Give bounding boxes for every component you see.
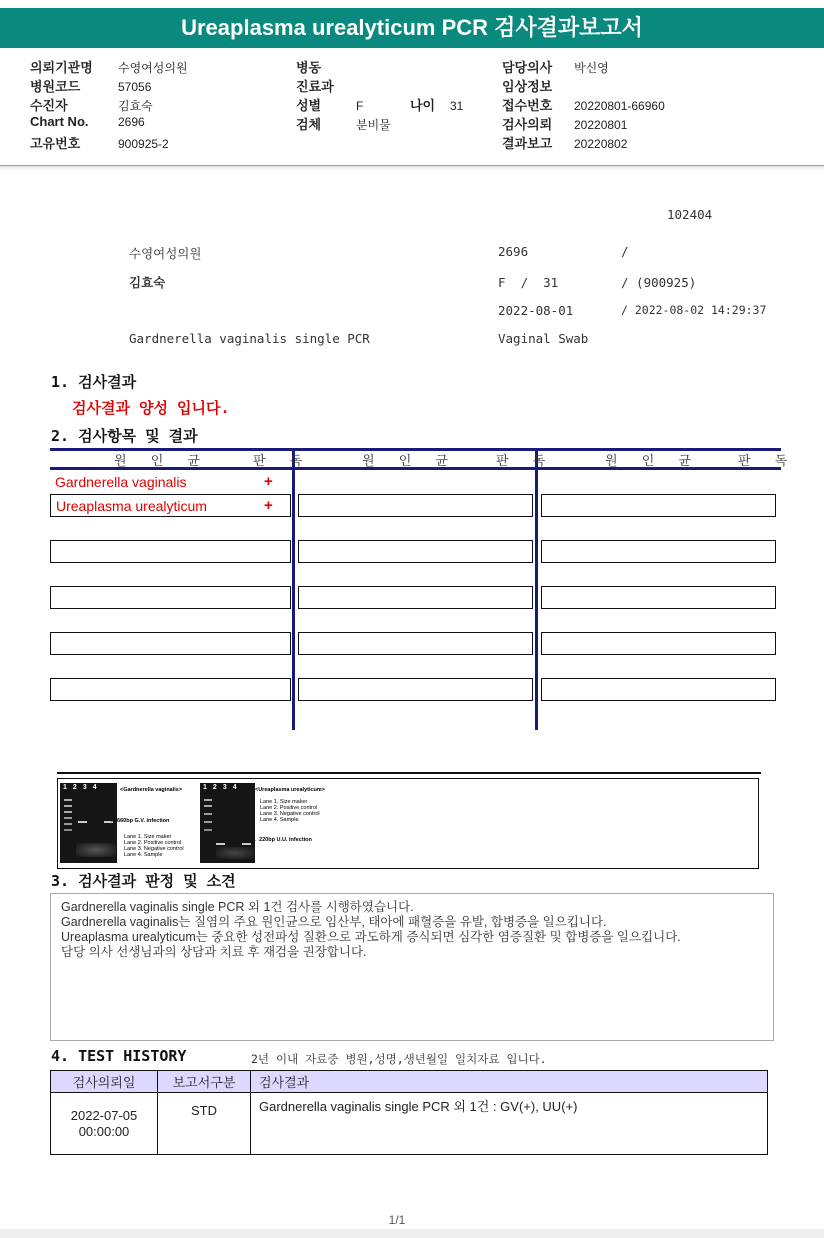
doctor-value: 박신영	[574, 61, 609, 75]
doctor-label: 담당의사	[502, 60, 553, 75]
page-bottom-bar	[0, 1229, 824, 1238]
comment-line: Gardnerella vaginalis는 질염의 주요 원인균으로 임산부, 태아에 패혈증을 유발, 합병증을 일으킵니다.	[61, 915, 607, 929]
clinical-info-label: 임상정보	[502, 79, 553, 94]
hospital-label: 의뢰기관명	[30, 60, 93, 75]
info-specimen: Vaginal Swab	[498, 331, 589, 346]
gv-lane-1: 1	[63, 784, 73, 791]
col-header-pathogen-1: 원 인 균	[114, 454, 210, 469]
empty-result-box	[298, 540, 533, 563]
history-col-result: 검사결과	[251, 1071, 768, 1093]
patient-value: 김효숙	[118, 99, 153, 113]
history-date: 2022-07-05	[70, 1107, 138, 1123]
results-table-divider-1	[292, 448, 295, 730]
gv-legend-line: Lane 4. Sample	[124, 852, 163, 858]
empty-result-box	[50, 678, 291, 701]
gv-lane-4: 4	[92, 784, 103, 791]
history-date-cell	[51, 1093, 158, 1155]
gv-lane-3: 3	[82, 784, 93, 791]
request-date-label: 검사의뢰	[502, 117, 553, 132]
history-col-type: 보고서구분	[158, 1071, 251, 1093]
report-date-value: 20220802	[574, 137, 628, 151]
uu-legend-line: Lane 1. Size maker	[260, 799, 308, 805]
report-title: Ureaplasma urealyticum PCR 검사결과보고서	[0, 8, 824, 48]
info-birth: / (900925)	[621, 275, 697, 290]
results-table-divider-2	[535, 448, 538, 730]
page-number: 1/1	[388, 1213, 406, 1227]
department-label: 진료과	[296, 79, 334, 94]
result-item-1-result: +	[264, 473, 273, 490]
unique-no-value: 900925-2	[118, 137, 169, 151]
history-table	[50, 1070, 768, 1155]
uu-gel-title: <Ureaplasma urealyticum>	[255, 787, 326, 793]
comment-text	[61, 900, 766, 960]
hospital-value: 수영여성의원	[118, 61, 188, 75]
uu-legend-line: Lane 2. Positive control	[260, 805, 318, 811]
info-sex-age: F / 31	[498, 275, 559, 290]
header-col1	[30, 57, 188, 152]
receipt-no-label: 접수번호	[502, 98, 553, 113]
empty-result-box	[50, 586, 291, 609]
gv-legend	[124, 834, 184, 858]
history-col-date: 검사의뢰일	[51, 1071, 158, 1093]
section1-heading: 1. 검사결과	[51, 373, 137, 391]
report-code: 102404	[667, 207, 713, 222]
result-item-2-result: +	[264, 497, 273, 514]
uu-band-label: ← 220bp U.U. infection	[252, 837, 312, 843]
col-header-reading-2: 판 독	[496, 454, 556, 469]
header-col2	[296, 57, 463, 133]
comment-line: Ureaplasma urealyticum는 중요한 성전파성 질환으로 과도하게 증식되면 심각한 염증질환 및 합병증을 일으킵니다.	[61, 930, 681, 944]
gv-legend-line: Lane 2. Positive control	[124, 840, 182, 846]
sex-value: F	[356, 99, 364, 113]
section2-heading: 2. 검사항목 및 결과	[51, 427, 198, 445]
result-item-2-name: Ureaplasma urealyticum	[56, 498, 207, 514]
request-date-value: 20220801	[574, 118, 628, 132]
info-hospital: 수영여성의원	[129, 246, 202, 261]
history-note: 2년 이내 자료중 병원,성명,생년월일 일치자료 입니다.	[251, 1052, 547, 1066]
gv-legend-line: Lane 1. Size maker	[124, 834, 172, 840]
empty-result-box	[298, 632, 533, 655]
gel-divider-line	[57, 772, 761, 774]
chart-no-label: Chart No.	[30, 114, 89, 129]
empty-result-box	[50, 632, 291, 655]
uu-legend	[260, 799, 320, 823]
gv-gel-title: <Gardnerella vaginalis>	[120, 787, 183, 793]
header-col3	[502, 57, 665, 152]
empty-result-box	[541, 540, 776, 563]
info-test-name: Gardnerella vaginalis single PCR	[129, 331, 370, 346]
col-header-pathogen-2: 원 인 균	[362, 454, 458, 469]
result-item-1-name: Gardnerella vaginalis	[55, 474, 187, 490]
empty-result-box	[298, 586, 533, 609]
history-result: Gardnerella vaginalis single PCR 외 1건 : GV(+), UU(+)	[251, 1093, 768, 1155]
history-type: STD	[158, 1093, 251, 1155]
uu-gel-image	[200, 783, 255, 863]
hospital-code-label: 병원코드	[30, 79, 81, 94]
gel-panel	[57, 778, 759, 869]
patient-label: 수진자	[30, 98, 68, 113]
history-header-row	[51, 1071, 768, 1093]
uu-lane-1: 1	[203, 784, 213, 791]
empty-result-box	[298, 494, 533, 517]
section3-heading: 3. 검사결과 판정 및 소견	[51, 872, 236, 890]
uu-legend-line: Lane 4. Sample	[260, 817, 299, 823]
unique-no-label: 고유번호	[30, 136, 81, 151]
section1-result: 검사결과 양성 입니다.	[72, 399, 230, 417]
gv-band-label: ← 660bp G.V. infection	[110, 818, 170, 824]
empty-result-box	[541, 678, 776, 701]
empty-result-box	[298, 678, 533, 701]
history-time: 00:00:00	[78, 1123, 130, 1139]
history-row	[51, 1093, 768, 1155]
gv-legend-line: Lane 3. Negative control	[124, 846, 184, 852]
header-shadow	[0, 166, 824, 171]
col-header-reading-1: 판 독	[253, 454, 313, 469]
info-report-datetime: / 2022-08-02 14:29:37	[621, 303, 767, 317]
col-header-reading-3: 판 독	[738, 454, 798, 469]
ward-label: 병동	[296, 60, 322, 75]
age-label: 나이	[410, 98, 436, 113]
comment-line: Gardnerella vaginalis single PCR 외 1건 검사를 시행하였습니다.	[61, 900, 414, 914]
specimen-label: 검체	[296, 117, 322, 132]
uu-band-text: 220bp U.U. infection	[259, 837, 312, 843]
uu-lane-2: 2	[212, 784, 223, 791]
specimen-value: 분비물	[356, 118, 391, 132]
empty-result-box	[50, 540, 291, 563]
report-date-label: 결과보고	[502, 136, 553, 151]
info-patient: 김효숙	[129, 275, 166, 290]
empty-result-box	[541, 494, 776, 517]
receipt-no-value: 20220801-66960	[574, 99, 665, 113]
empty-result-box	[541, 632, 776, 655]
sex-label: 성별	[296, 98, 322, 113]
uu-lane-3: 3	[222, 784, 233, 791]
hospital-code-value: 57056	[118, 80, 152, 94]
uu-lane-4: 4	[232, 784, 243, 791]
age-value: 31	[450, 99, 464, 113]
chart-no-value: 2696	[118, 115, 145, 129]
uu-legend-line: Lane 3. Negative control	[260, 811, 320, 817]
info-chart: 2696	[498, 244, 529, 259]
info-slash: /	[621, 244, 629, 259]
gv-lane-2: 2	[72, 784, 83, 791]
info-request-date: 2022-08-01	[498, 303, 574, 318]
gv-gel-image	[60, 783, 117, 863]
empty-result-box	[541, 586, 776, 609]
section4-heading: 4. TEST HISTORY	[51, 1047, 187, 1065]
col-header-pathogen-3: 원 인 균	[605, 454, 701, 469]
gv-band-text: 660bp G.V. infection	[117, 818, 170, 824]
comment-line: 담당 의사 선생님과의 상담과 치료 후 재검을 권장합니다.	[61, 945, 367, 959]
